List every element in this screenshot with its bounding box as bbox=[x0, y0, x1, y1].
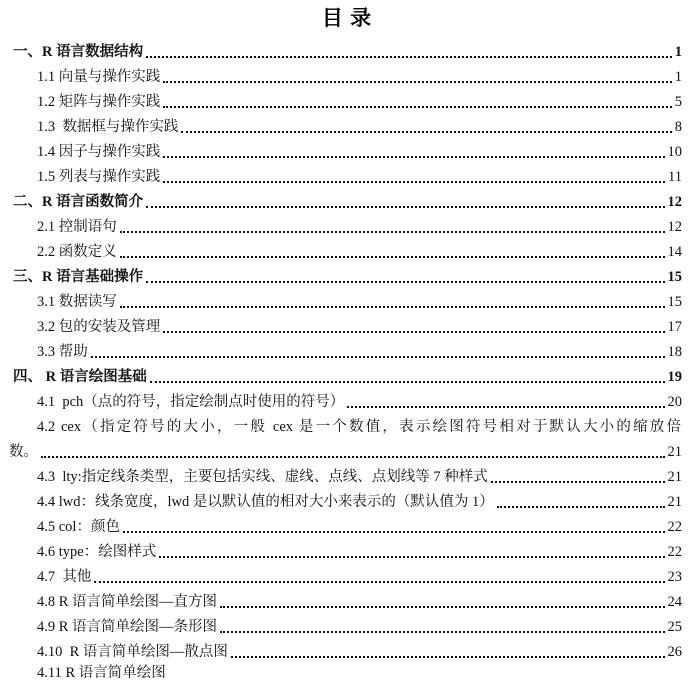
toc-leader-dots bbox=[120, 231, 665, 233]
toc-leader-dots bbox=[41, 456, 665, 458]
toc-entry[interactable] bbox=[0, 615, 694, 640]
toc-leader-dots bbox=[94, 581, 664, 583]
toc-entry[interactable] bbox=[0, 90, 694, 115]
toc-leader-dots bbox=[491, 481, 665, 483]
toc-entry[interactable] bbox=[0, 565, 694, 590]
toc-entry-label: 三、R 语言基础操作 bbox=[13, 269, 144, 285]
toc-entry[interactable] bbox=[0, 515, 694, 540]
toc-entry-label: 4.8 R 语言简单绘图—直方图 bbox=[37, 594, 218, 610]
toc-entry[interactable] bbox=[0, 165, 694, 190]
toc-leader-dots bbox=[163, 81, 672, 83]
toc-page-number: 20 bbox=[667, 394, 682, 410]
toc-page-number: 15 bbox=[667, 269, 682, 285]
toc-leader-dots bbox=[163, 106, 672, 108]
toc-entry-label: 4.7 其他 bbox=[37, 569, 92, 585]
toc-leader-dots bbox=[123, 531, 665, 533]
toc-entry[interactable] bbox=[0, 365, 694, 390]
toc-page-number: 12 bbox=[667, 194, 682, 210]
toc-entry[interactable] bbox=[0, 315, 694, 340]
toc-leader-dots bbox=[163, 181, 665, 183]
toc-page-number: 22 bbox=[667, 519, 682, 535]
toc-leader-dots bbox=[181, 131, 671, 133]
toc-page-number: 8 bbox=[674, 119, 682, 135]
toc-entry[interactable] bbox=[0, 590, 694, 615]
toc-leader-dots bbox=[231, 656, 665, 658]
toc-entry-label: 2.1 控制语句 bbox=[37, 219, 117, 235]
toc-page-number: 1 bbox=[674, 69, 682, 85]
toc-leader-dots bbox=[220, 631, 664, 633]
toc-leader-dots bbox=[120, 306, 665, 308]
toc-leader-dots bbox=[163, 156, 664, 158]
toc-entry-label: 1.1 向量与操作实践 bbox=[37, 69, 161, 85]
toc-entry[interactable] bbox=[0, 340, 694, 365]
toc-entry[interactable] bbox=[0, 115, 694, 140]
page-title: 目 录 bbox=[321, 6, 373, 30]
toc-entry[interactable] bbox=[0, 540, 694, 565]
toc-entry[interactable] bbox=[0, 140, 694, 165]
toc-entry-label: 4.2 cex（指定符号的大小，一般 cex 是一个数值，表示绘图符号相对于默认大小的缩放倍 bbox=[37, 419, 681, 435]
toc-page-number: 11 bbox=[668, 169, 682, 185]
toc-page-number: 21 bbox=[667, 494, 682, 510]
toc-entry-label: 数。 bbox=[9, 444, 38, 460]
toc-entry-label: 1.5 列表与操作实践 bbox=[37, 169, 161, 185]
toc-page-number: 15 bbox=[667, 294, 682, 310]
toc-leader-dots bbox=[150, 381, 665, 383]
toc-entry-label: 3.2 包的安装及管理 bbox=[37, 319, 161, 335]
toc-entry[interactable] bbox=[0, 65, 694, 90]
toc-page-number: 26 bbox=[667, 644, 682, 660]
toc-leader-dots bbox=[347, 406, 664, 408]
toc-entry-label: 二、R 语言函数简介 bbox=[13, 194, 144, 210]
toc-page-number: 17 bbox=[667, 319, 682, 335]
toc-entry-label: 2.2 函数定义 bbox=[37, 244, 117, 260]
toc-entry-label: 4.3 lty:指定线条类型，主要包括实线、虚线、点线、点划线等 7 种样式 bbox=[37, 469, 488, 485]
toc-entry[interactable] bbox=[0, 215, 694, 240]
toc-page-number: 5 bbox=[674, 94, 682, 110]
toc-entry[interactable] bbox=[0, 390, 694, 415]
toc-page-number: 12 bbox=[667, 219, 682, 235]
toc-leader-dots bbox=[159, 556, 664, 558]
toc-leader-dots bbox=[163, 331, 664, 333]
toc-entry-label: 3.1 数据读写 bbox=[37, 294, 117, 310]
toc-entry-label: 1.2 矩阵与操作实践 bbox=[37, 94, 161, 110]
toc-entry[interactable] bbox=[0, 465, 694, 490]
toc-entry-label: 4.5 col：颜色 bbox=[37, 519, 120, 535]
toc-leader-dots bbox=[146, 281, 664, 283]
toc-page-number: 23 bbox=[667, 569, 682, 585]
toc-entry-label: 4.6 type：绘图样式 bbox=[37, 544, 157, 560]
toc-entry[interactable] bbox=[0, 40, 694, 65]
toc-entry[interactable] bbox=[0, 415, 694, 440]
toc-entry[interactable] bbox=[0, 290, 694, 315]
toc-entry-label: 1.3 数据框与操作实践 bbox=[37, 119, 179, 135]
toc-entry-label: 4.1 pch（点的符号，指定绘制点时使用的符号） bbox=[37, 394, 345, 410]
toc-entry[interactable] bbox=[0, 490, 694, 515]
toc-page-number: 18 bbox=[667, 344, 682, 360]
toc-entry-label: 4.4 lwd：线条宽度，lwd 是以默认值的相对大小来表示的（默认值为 1） bbox=[37, 494, 494, 510]
toc-page-number: 1 bbox=[674, 44, 682, 60]
toc-page-number: 24 bbox=[667, 594, 682, 610]
toc-leader-dots bbox=[146, 56, 672, 58]
toc-entry-label: 四、 R 语言绘图基础 bbox=[13, 369, 147, 385]
toc-entry-label: 4.10 R 语言简单绘图—散点图 bbox=[37, 644, 228, 660]
document-page bbox=[0, 2, 694, 681]
toc-leader-dots bbox=[91, 356, 665, 358]
toc-page-number: 22 bbox=[667, 544, 682, 560]
toc-list bbox=[0, 40, 694, 686]
toc-page-number: 10 bbox=[667, 144, 682, 160]
toc-entry[interactable] bbox=[0, 265, 694, 290]
toc-leader-dots bbox=[220, 606, 664, 608]
toc-entry-label: 1.4 因子与操作实践 bbox=[37, 144, 161, 160]
toc-entry[interactable] bbox=[0, 190, 694, 215]
toc-page-number: 14 bbox=[667, 244, 682, 260]
toc-entry-label: 4.11 R 语言简单绘图 bbox=[37, 665, 166, 681]
toc-page-number: 21 bbox=[667, 444, 682, 460]
toc-entry-label: 3.3 帮助 bbox=[37, 344, 88, 360]
toc-entry-label: 一、R 语言数据结构 bbox=[13, 44, 144, 60]
toc-page-number: 25 bbox=[667, 619, 682, 635]
toc-page-number: 21 bbox=[667, 469, 682, 485]
toc-page-number: 19 bbox=[667, 369, 682, 385]
toc-leader-dots bbox=[497, 506, 665, 508]
toc-entry[interactable] bbox=[0, 240, 694, 265]
toc-leader-dots bbox=[146, 206, 664, 208]
toc-entry-label: 4.9 R 语言简单绘图—条形图 bbox=[37, 619, 218, 635]
toc-leader-dots bbox=[120, 256, 665, 258]
toc-entry[interactable] bbox=[0, 661, 694, 686]
toc-entry[interactable] bbox=[0, 440, 694, 465]
